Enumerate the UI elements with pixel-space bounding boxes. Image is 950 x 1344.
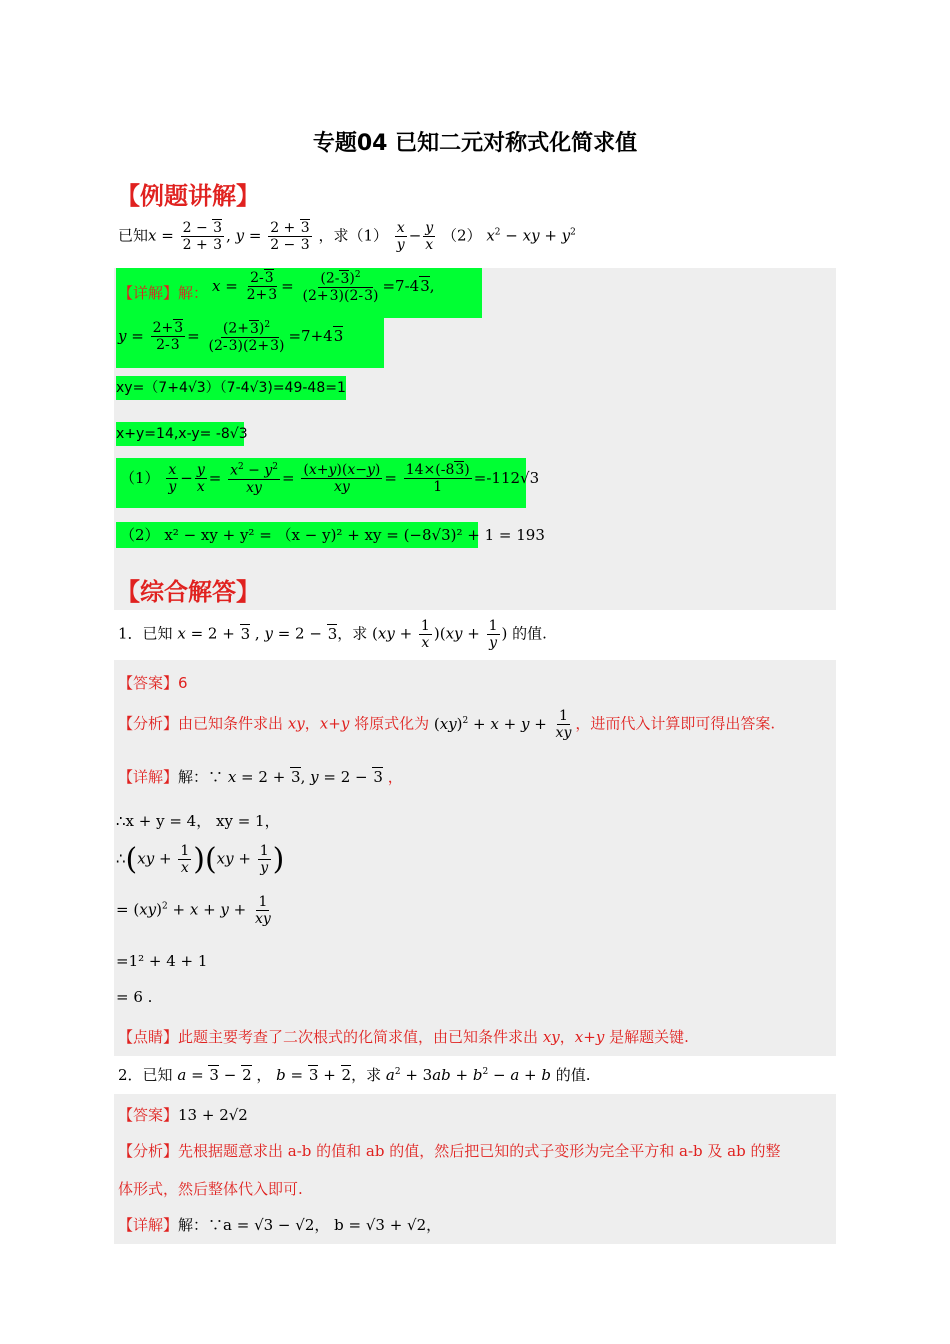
highlight-part2: （2） x² − xy + y² = （x − y)² + xy = (−8√3)² + 1 = 193 [116,522,478,548]
example-statement: 已知x = $\frac{2 - 3}{2 + 3}$ , y = $\frac{2 + 3}{2 - 3}$ ，求（1） $\frac{x}{y}$ − $\frac{y}{x}$ （2） $x^2$ − xy + $y^2$ [118,220,576,254]
highlight-part1: （1） $\frac{x}{y}$ − $\frac{y}{x}$ = $\frac{x^2 - y^2}{xy}$ = $\frac{(x+y)(x-y)}{xy}$ = $\frac{14\times(-83)}{1}$ =-112√3 [116,458,526,508]
problem-2-detail: 【详解】解：∵a = √3 − √2， b = √3 + √2， [118,1216,442,1234]
highlight-xy: xy=（7+4√3）（7-4√3)=49-48=1 [116,376,346,400]
problem-1-step-pow: =1² + 4 + 1 [116,952,208,970]
page-title: 专题04 已知二元对称式化简求值 [312,131,638,156]
problem-2-statement: 2．已知 a = 3 − 2 ， b = 3 + 2，求 $a^2 + 3ab + b^2 - a + b$ 的值. [118,1066,591,1084]
problem-1-statement: 1．已知 x = 2 + 3 , y = 2 − 3，求 (xy + $\frac{1}{x}$ )(xy + $\frac{1}{y}$ ) 的值. [118,618,547,652]
problem-1-answer: 【答案】6 [118,674,188,692]
problem-1-step-expand: ∴(xy + $\frac{1}{x}$ )(xy + $\frac{1}{y}$ ) [116,842,285,877]
problem-1-step-form: = (xy)$^2$ + x + y + $\frac{1}{xy}$ [116,894,271,928]
highlight-sum: x+y=14,x-y= -8√3 [116,422,244,446]
problem-2-analysis-line1: 【分析】先根据题意求出 a-b 的值和 ab 的值，然后把已知的式子变形为完全平方和 a-b 及 ab 的整 [118,1142,781,1160]
problem-2-analysis-line2: 体形式，然后整体代入即可. [118,1180,303,1198]
fraction: $\frac{2 - 3}{2 + 3}$ [182,220,223,254]
highlight-y: y = $\frac{2+3}{2-3}$ = $\frac{(2+3)^2}{(2-3)(2+3)}$ =7+43 [116,318,384,368]
highlight-x: 【详解】解： x = $\frac{2-3}{2+3}$ = $\frac{(2-3)^2}{(2+3)(2-3)}$ =7-43, [116,268,482,318]
problem-2-answer: 【答案】13 + 2√2 [118,1106,248,1124]
problem-1-detail: 【详解】解：∵ x = 2 + 3, y = 2 − 3 ， [118,768,403,786]
problem-1-analysis: 【分析】由已知条件求出 xy，x+y 将原式化为 (xy)$^2$ + x + y + $\frac{1}{xy}$ ，进而代入计算即可得出答案. [118,708,776,742]
section-example: 【例题讲解】 [116,182,260,210]
problem-1-comment: 【点睛】此题主要考查了二次根式的化简求值，由已知条件求出 xy，x+y 是解题关键. [118,1028,689,1046]
section-comprehensive: 【综合解答】 [116,578,260,606]
problem-1-step-sum: ∴x + y = 4， xy = 1， [116,812,280,830]
problem-1-step-result: = 6 . [116,988,153,1006]
